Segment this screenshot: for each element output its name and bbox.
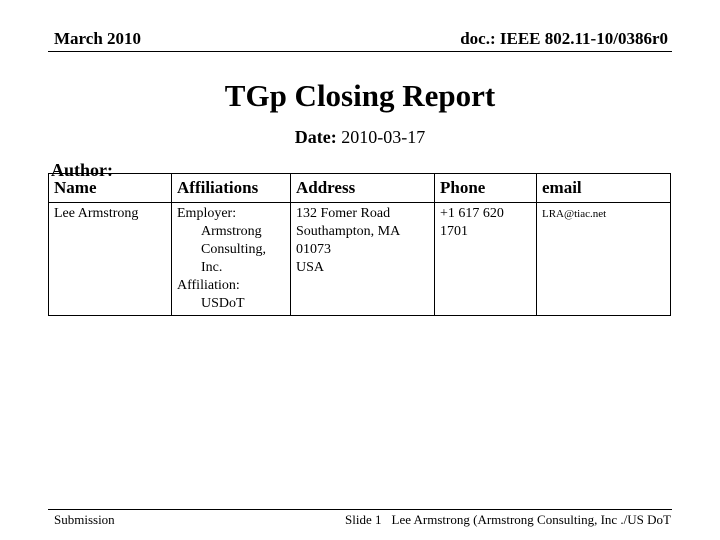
address-line: 01073	[296, 242, 331, 257]
author-table	[48, 173, 671, 316]
column-header-email: email	[537, 174, 671, 203]
address-line: 132 Fomer Road	[296, 206, 391, 221]
header-date: March 2010	[54, 29, 142, 48]
table-row	[49, 203, 671, 316]
footer-slide-number: Slide 1	[345, 512, 382, 527]
table-header-row	[49, 174, 671, 203]
column-header-phone: Phone	[435, 174, 537, 203]
cell-email: LRA@tiac.net	[537, 203, 671, 316]
footer-submission: Submission	[54, 512, 115, 527]
phone-line: +1 617 620	[440, 206, 504, 221]
cell-name: Lee Armstrong	[49, 203, 172, 316]
author-label: Author:	[51, 160, 113, 180]
employer-label: Employer:	[177, 206, 237, 221]
address-line: USA	[296, 260, 325, 275]
affiliation-label: Affiliation:	[177, 278, 240, 293]
footer-divider	[48, 509, 672, 510]
affiliation-value: USDoT	[201, 296, 245, 311]
date-line	[0, 127, 720, 148]
column-header-name: Name	[49, 174, 172, 203]
address-line: Southampton, MA	[296, 224, 401, 239]
date-label: Date:	[294, 127, 337, 147]
cell-phone	[435, 203, 537, 316]
employer-line: Consulting,	[201, 242, 266, 257]
column-header-address: Address	[291, 174, 435, 203]
footer-author: Lee Armstrong (Armstrong Consulting, Inc ./US DoT	[391, 512, 671, 527]
header-divider	[48, 51, 672, 52]
date-value: 2010-03-17	[341, 127, 426, 147]
column-header-affiliations: Affiliations	[172, 174, 291, 203]
employer-line: Inc.	[201, 260, 223, 275]
employer-line: Armstrong	[201, 224, 262, 239]
header-doc-id: doc.: IEEE 802.11-10/0386r0	[460, 29, 668, 48]
slide-title: TGp Closing Report	[224, 78, 496, 113]
phone-line: 1701	[440, 224, 468, 239]
cell-address	[291, 203, 435, 316]
cell-affiliations	[172, 203, 291, 316]
